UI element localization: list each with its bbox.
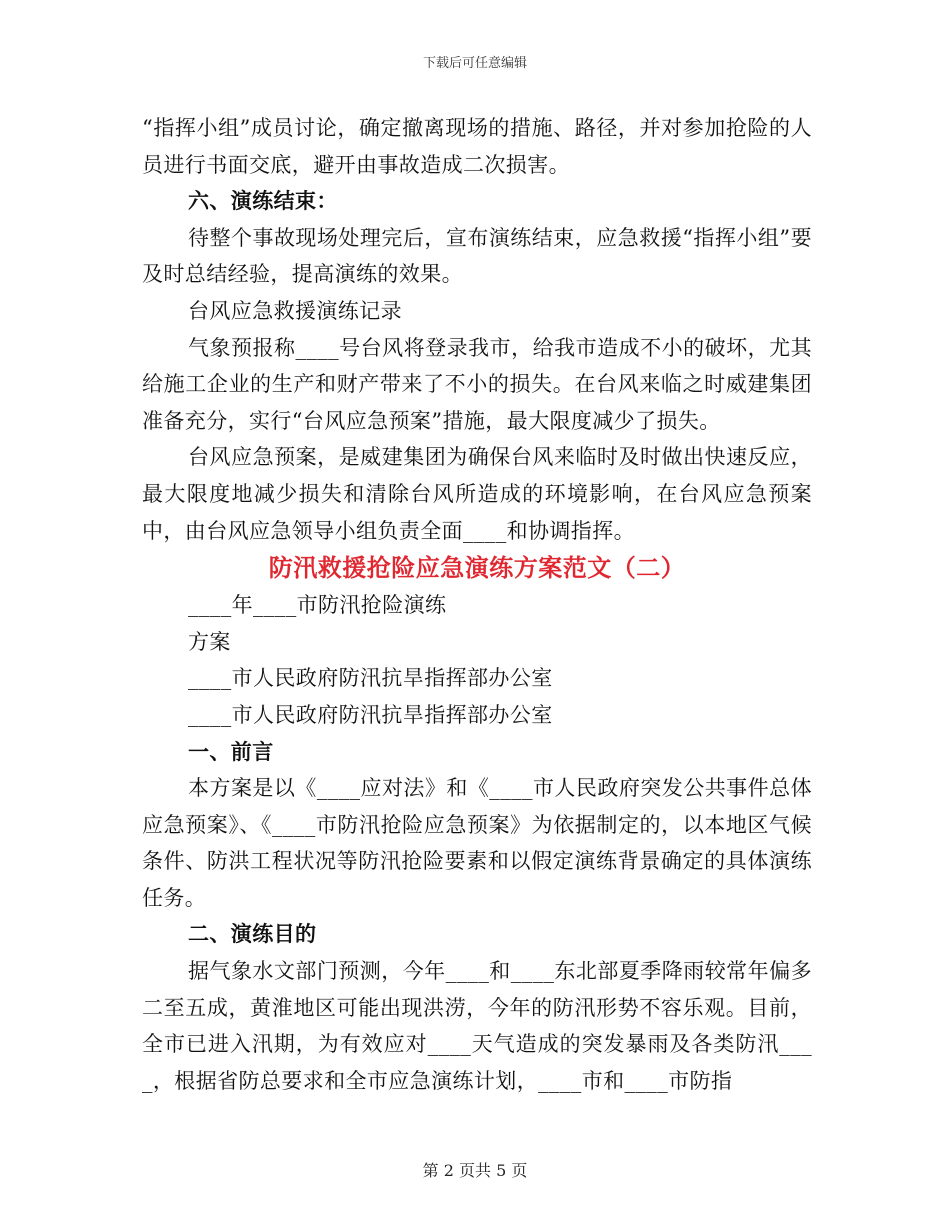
paragraph: 待整个事故现场处理完后，宣布演练结束，应急救援“指挥小组”要及时总结经验，提高演练的效果。: [142, 225, 812, 287]
section-heading: 六、演练结束：: [188, 188, 338, 214]
paragraph: 台风应急救援演练记录: [188, 298, 402, 323]
paragraph: “指挥小组”成员讨论，确定撤离现场的措施、路径，并对参加抢险的人员进行书面交底，避开由事故造成二次损害。: [142, 116, 812, 177]
document-body: [142, 110, 812, 1099]
document-title: 防汛救援抢险应急演练方案范文（二）: [268, 553, 686, 583]
paragraph: 方案: [188, 629, 231, 654]
paragraph: 气象预报称____号台风将登录我市，给我市造成不小的破坏，尤其给施工企业的生产和财产带来了不小的损失。在台风来临之时威建集团准备充分，实行“台风应急预案”措施，最大限度减少了损失。: [142, 335, 812, 433]
paragraph: 据气象水文部门预测，今年____和____东北部夏季降雨较常年偏多二至五成，黄淮地区可能出现洪涝，今年的防汛形势不容乐观。目前，全市已进入汛期，为有效应对____天气造成的突发暴雨及各类防汛____，根据省防总要求和全市应急演练计划，____市和____市防指: [142, 959, 812, 1093]
paragraph: ____年____市防汛抢险演练: [188, 593, 447, 618]
paragraph: 本方案是以《____应对法》和《____市人民政府突发公共事件总体应急预案》、《____市防汛抢险应急预案》为依据制定的，以本地区气候条件、防洪工程状况等防汛抢险要素和以假定演练背景确定的具体演练任务。: [142, 776, 812, 910]
paragraph: ____市人民政府防汛抗旱指挥部办公室: [188, 702, 553, 727]
section-heading: 一、前言: [188, 738, 274, 764]
paragraph: 台风应急预案，是威建集团为确保台风来临时及时做出快速反应，最大限度地减少损失和清除台风所造成的环境影响，在台风应急预案中，由台风应急领导小组负责全面____和协调指挥。: [142, 445, 812, 543]
page-header: 下载后可任意编辑: [422, 56, 527, 71]
paragraph: ____市人民政府防汛抗旱指挥部办公室: [188, 666, 553, 691]
page-footer: 第 2 页共 5 页: [422, 1161, 528, 1180]
section-heading: 二、演练目的: [188, 921, 317, 947]
